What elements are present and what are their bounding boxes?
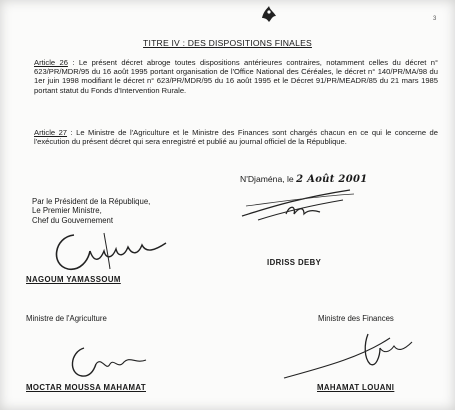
president-block-line: Chef du Gouvernement (32, 215, 114, 225)
article-text: : Le présent décret abroge toutes dispositions antérieures contraires, notamment celles du décret n° 623/PR/MDR/95 du 16 août 1995 portant organisation de l'Office National des Céréales, le décret n° 140/PR/MA/98 du 1er juin 1998 modifiant le décret n° 623/PR/MDR/95 du 16 août 1995 et le Décret 91/PR/MEADR/85 du 21 mars 1985 portant statut du Fonds d'Intervention Rurale. (34, 58, 438, 95)
article-27 (34, 128, 438, 146)
handwritten-date: 2 Août 2001 (296, 174, 368, 185)
article-label: Article 26 (34, 58, 68, 67)
place-text: N'Djaména, le (240, 174, 294, 184)
finance-minister-role: Ministre des Finances (318, 314, 394, 323)
page-number: 3 (433, 16, 437, 22)
place-date (240, 174, 367, 185)
agriculture-minister-signature (62, 342, 152, 382)
article-26 (34, 58, 438, 95)
section-title: TITRE IV : DES DISPOSITIONS FINALES (143, 38, 312, 48)
finance-minister-signature (280, 328, 420, 386)
article-text: : Le Ministre de l'Agriculture et le Ministre des Finances sont chargés chacun en ce qui le concerne de l'exécution du présent décret qui sera enregistré et publié au journal officiel de la République. (34, 128, 439, 147)
finance-minister-name: MAHAMAT LOUANI (317, 383, 395, 392)
president-name: IDRISS DEBY (267, 258, 322, 267)
agriculture-minister-name: MOCTAR MOUSSA MAHAMAT (26, 383, 146, 392)
agriculture-minister-role: Ministre de l'Agriculture (26, 314, 107, 323)
prime-minister-signature (44, 225, 174, 280)
president-block-line: Par le Président de la République, (32, 197, 151, 206)
president-block-line: Le Premier Ministre, (32, 206, 102, 216)
prime-minister-name: NAGOUM YAMASSOUM (26, 275, 121, 284)
article-label: Article 27 (34, 128, 68, 137)
president-block (32, 197, 150, 225)
president-signature (238, 186, 358, 226)
coat-of-arms-icon (258, 4, 280, 24)
